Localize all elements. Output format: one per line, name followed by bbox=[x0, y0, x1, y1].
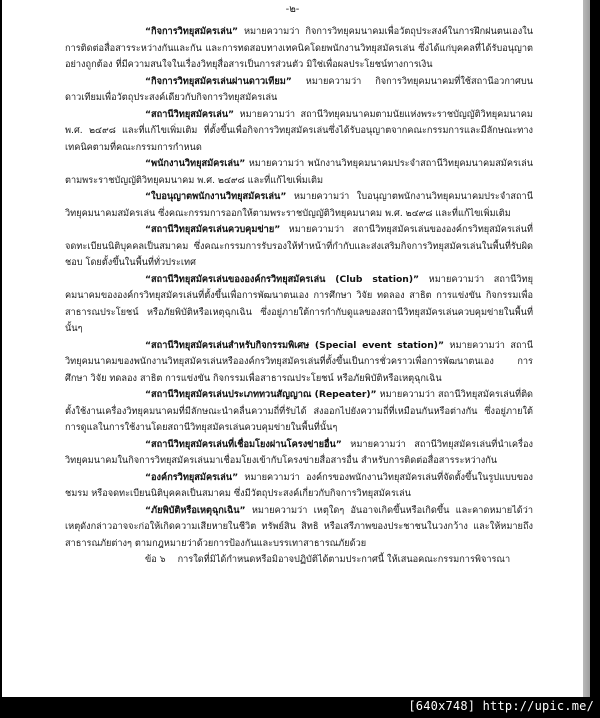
definition-paragraph bbox=[65, 74, 533, 107]
document-body bbox=[65, 24, 533, 569]
page-edge-shadow bbox=[583, 0, 590, 697]
definition-paragraph bbox=[65, 437, 533, 470]
footer-bar bbox=[0, 697, 600, 718]
definition-text: หมายความว่า สถานีวิทยุคมนาคมตามนัยแห่งพระราชบัญญัติวิทยุคมนาคม พ.ศ. ๒๔๙๘ และที่แก้ไขเพิ่มเติม ที่ตั้งขึ้นเพื่อกิจการวิทยุสมัครเล่นซึ่งได้รับอนุญาตจากคณะกรรมการและมีลักษณะทางเทคนิคตามที่คณะกรรมการกำหนด bbox=[65, 108, 533, 153]
definition-paragraph bbox=[65, 272, 533, 338]
definition-term: “สถานีวิทยุสมัครเล่นควบคุมข่าย” bbox=[145, 224, 281, 235]
article-label: ข้อ ๖ bbox=[145, 554, 166, 565]
definition-paragraph bbox=[65, 222, 533, 272]
definition-paragraph bbox=[65, 503, 533, 553]
definition-term: “สถานีวิทยุสมัครเล่นสำหรับกิจกรรมพิเศษ (Special event station)” bbox=[145, 339, 444, 351]
document-page bbox=[2, 0, 583, 697]
definition-text: หมายความว่า สถานีวิทยุคมนาคมขององค์กรวิทยุสมัครเล่นที่ตั้งขึ้นเพื่อการพัฒนาตนเอง การศึกษา วิจัย ทดลอง สาธิต การแข่งขัน กิจกรรมเพื่อสาธารณประโยชน์ หรือภัยพิบัติหรือเหตุฉุกเฉิน ซึ่งอยู่ภายใต้การกำกับดูแลของสถานีวิทยุสมัครเล่นควบคุมข่ายในพื้นที่นั้นๆ bbox=[65, 273, 533, 334]
definition-text: หมายความว่า สถานีวิทยุสมัครเล่นที่ติดตั้งใช้งานเครื่องวิทยุคมนาคมที่มีลักษณะนำคลื่นความถี่ที่รับได้ ส่งออกไปยังความถี่ที่เหมือนกันหรือต่างกัน ซึ่งอยู่ภายใต้การดูแลในการใช้งานโดยสถานีวิทยุสมัครเล่นควบคุมข่ายในพื้นที่นั้นๆ bbox=[65, 389, 534, 433]
definition-term: “กิจการวิทยุสมัครเล่น” bbox=[145, 26, 239, 37]
page-number: -๒- bbox=[285, 4, 300, 15]
definition-term: “สถานีวิทยุสมัครเล่นประเภททวนสัญญาณ (Repeater)” bbox=[145, 389, 377, 400]
article-text: การใดที่มิได้กำหนดหรือมิอาจปฏิบัติได้ตามประกาศนี้ ให้เสนอคณะกรรมการพิจารณา bbox=[177, 554, 511, 565]
definition-term: “ภัยพิบัติหรือเหตุฉุกเฉิน” bbox=[145, 504, 246, 516]
definition-term: “พนักงานวิทยุสมัครเล่น” bbox=[145, 158, 246, 169]
definition-text: หมายความว่า เหตุใดๆ อันอาจเกิดขึ้นหรือเกิดขึ้น และคาดหมายได้ว่าเหตุดังกล่าวอาจจะก่อให้เกิดความเสียหายในชีวิต ทรัพย์สิน สิทธิ หรือเสรีภาพของประชาชนในวงกว้าง และให้หมายถึงสาธารณภัยต่างๆ ตามกฎหมายว่าด้วยการป้องกันและบรรเทาสาธารณภัยด้วย bbox=[65, 504, 533, 549]
definition-term: “สถานีวิทยุสมัครเล่นขององค์กรวิทยุสมัครเล่น (Club station)” bbox=[145, 273, 420, 285]
definition-paragraph bbox=[65, 470, 533, 503]
definition-term: “กิจการวิทยุสมัครเล่นผ่านดาวเทียม” bbox=[145, 75, 292, 87]
definition-text: หมายความว่า พนักงานวิทยุคมนาคมประจำสถานีวิทยุคมนาคมสมัครเล่นตามพระราชบัญญัติวิทยุคมนาคม พ.ศ. ๒๔๙๘ และที่แก้ไขเพิ่มเติม bbox=[65, 158, 533, 186]
definition-paragraph bbox=[65, 24, 533, 74]
definition-term: “สถานีวิทยุสมัครเล่น” bbox=[145, 108, 235, 120]
definition-text: หมายความว่า กิจการวิทยุคมนาคมที่ใช้สถานีอวกาศบนดาวเทียมเพื่อวัตถุประสงค์เดียวกับกิจการวิทยุสมัครเล่น bbox=[65, 75, 533, 103]
definition-paragraph bbox=[65, 156, 533, 189]
article-paragraph bbox=[65, 552, 533, 569]
definition-paragraph bbox=[65, 189, 533, 222]
definition-term: “สถานีวิทยุสมัครเล่นที่เชื่อมโยงผ่านโครงข่ายอื่น” bbox=[145, 438, 342, 450]
definition-paragraph bbox=[65, 107, 533, 157]
definition-text: หมายความว่า องค์กรของพนักงานวิทยุสมัครเล่นที่จัดตั้งขึ้นในรูปแบบของชมรม หรือจดทะเบียนนิติบุคคลเป็นสมาคม ซึ่งมีวัตถุประสงค์เกี่ยวกับกิจการวิทยุสมัครเล่น bbox=[65, 471, 533, 499]
definition-term: “องค์กรวิทยุสมัครเล่น” bbox=[145, 471, 239, 483]
image-host-watermark: [640x748] http://upic.me/ bbox=[408, 699, 594, 713]
definition-paragraph bbox=[65, 338, 533, 388]
definition-text: หมายความว่า ใบอนุญาตพนักงานวิทยุคมนาคมประจำสถานีวิทยุคมนาคมสมัครเล่น ซึ่งคณะกรรมการออกให้ตามพระราชบัญญัติวิทยุคมนาคม พ.ศ. ๒๔๙๘ และที่แก้ไขเพิ่มเติม bbox=[65, 191, 533, 219]
definition-term: “ใบอนุญาตพนักงานวิทยุสมัครเล่น” bbox=[145, 191, 287, 202]
definition-text: หมายความว่า กิจการวิทยุคมนาคมเพื่อวัตถุประสงค์ในการฝึกฝนตนเองในการติดต่อสื่อสารระหว่างกันและกัน และการทดสอบทางเทคนิคโดยพนักงานวิทยุสมัครเล่น ซึ่งได้แก่บุคคลที่ได้รับอนุญาตอย่างถูกต้อง ที่มีความสนใจในเรื่องวิทยุสื่อสารเป็นการส่วนตัว มิใช่เพื่อผลประโยชน์ทางการเงิน bbox=[65, 26, 533, 70]
definition-text: หมายความว่า สถานีวิทยุคมนาคมของพนักงานวิทยุสมัครเล่นหรือองค์กรวิทยุสมัครเล่นที่ตั้งขึ้นเป็นการชั่วคราวเพื่อการพัฒนาตนเอง การศึกษา วิจัย ทดลอง สาธิต การแข่งขัน กิจกรรมเพื่อสาธารณประโยชน์ หรือภัยพิบัติหรือเหตุฉุกเฉิน bbox=[65, 339, 533, 384]
definition-paragraph bbox=[65, 387, 533, 437]
definition-text: หมายความว่า สถานีวิทยุสมัครเล่นขององค์กรวิทยุสมัครเล่นที่จดทะเบียนนิติบุคคลเป็นสมาคม ซึ่งคณะกรรมการรับรองให้ทำหน้าที่กำกับและส่งเสริมกิจการวิทยุสมัครเล่นในพื้นที่รับผิดชอบ โดยตั้งขึ้นในพื้นที่ทั่วประเทศ bbox=[65, 224, 533, 268]
definition-text: หมายความว่า สถานีวิทยุสมัครเล่นที่นำเครื่องวิทยุคมนาคมในกิจการวิทยุสมัครเล่นมาเชื่อมโยงเข้ากับโครงข่ายสื่อสารอื่น สำหรับการติดต่อสื่อสารระหว่างกัน bbox=[65, 438, 533, 466]
